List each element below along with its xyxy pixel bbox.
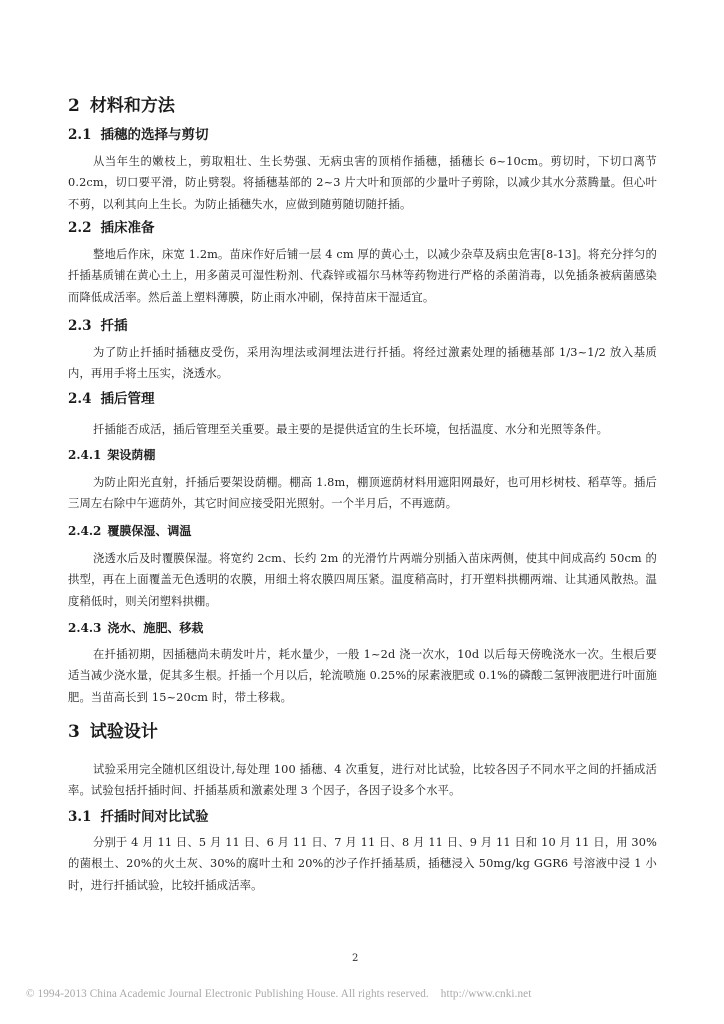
paragraph-2-4-2: 浇透水后及时覆膜保湿。将宽约 2cm、长约 2m 的光滑竹片两端分别插入苗床两侧，使其中间成高约 50cm 的拱型，再在上面覆盖无色透明的农膜，用细土将农膜四周压紧。温度稍高时，打开塑料拱棚两端、让其通风散热。温度稍低时，则关闭塑料拱棚。 — [68, 552, 657, 608]
section-heading-2-4-1: 2.4.1 架设荫棚 — [68, 448, 156, 462]
section-heading-2-3: 2.3 扦插 — [68, 318, 128, 334]
footer-url[interactable]: http://www.cnki.net — [440, 988, 532, 1000]
section-heading-2-2: 2.2 插床准备 — [68, 220, 155, 236]
section-heading-3-1: 3.1 扦插时间对比试验 — [68, 809, 209, 825]
paragraph-2-4: 扦插能否成活，插后管理至关重要。最主要的是提供适宜的生长环境，包括温度、水分和光照等条件。 — [93, 423, 609, 436]
paragraph-2-3: 为了防止扦插时插穗皮受伤，采用沟埋法或洞埋法进行扦插。将经过激素处理的插穗基部 1/3~1/2 放入基质内，再用手将土压实，浇透水。 — [68, 346, 657, 381]
section-heading-2-1: 2.1 插穗的选择与剪切 — [68, 127, 209, 143]
footer — [26, 988, 531, 1000]
footer-copyright: © 1994-2013 China Academic Journal Electronic Publishing House. All rights reserved. — [26, 988, 429, 1000]
paragraph-2-4-3: 在扦插初期，因插穗尚未萌发叶片，耗水量少，一般 1~2d 浇一次水，10d 以后每天傍晚浇水一次。生根后要适当减少浇水量，促其多生根。扦插一个月以后，轮流喷施 0.25%的尿素液肥或 0.1%的磷酸二氢钾液肥进行叶面施肥。当苗高长到 15~20cm 时，带土移栽。 — [68, 648, 657, 704]
paragraph-2-1: 从当年生的嫩枝上，剪取粗壮、生长势强、无病虫害的顶梢作插穗，插穗长 6~10cm。剪切时，下切口离节 0.2cm，切口要平滑，防止劈裂。将插穗基部的 2~3 片大叶和顶部的少量叶子剪除，以减少其水分蒸腾量。但心叶不剪，以利其向上生长。为防止插穗失水，应做到随剪随切随扦插。 — [68, 155, 657, 211]
paragraph-3-1: 分别于 4 月 11 日、5 月 11 日、6 月 11 日、7 月 11 日、8 月 11 日、9 月 11 日和 10 月 11 日，用 30%的菌根土、20%的火土灰、30%的腐叶土和 20%的沙子作扦插基质，插穗浸入 50mg/kg GGR6 号溶液中浸 1 小时，进行扦插试验，比较扦插成活率。 — [68, 836, 657, 892]
page-number: 2 — [352, 953, 359, 964]
section-heading-2-4-2: 2.4.2 覆膜保湿、调温 — [68, 524, 192, 538]
section-heading-2: 2 材料和方法 — [68, 96, 175, 116]
paragraph-2-4-1: 为防止阳光直射，扦插后要架设荫棚。棚高 1.8m，棚顶遮荫材料用遮阳网最好，也可用杉树枝、稻草等。插后三周左右除中午遮荫外，其它时间应接受阳光照射。一个半月后，不再遮荫。 — [68, 476, 657, 511]
section-heading-3: 3 试验设计 — [68, 722, 158, 742]
section-heading-2-4-3: 2.4.3 浇水、施肥、移栽 — [68, 621, 204, 635]
paragraph-2-2: 整地后作床，床宽 1.2m。苗床作好后铺一层 4 cm 厚的黄心土，以减少杂草及病虫危害[8-13]。将充分拌匀的扦插基质铺在黄心土上，用多菌灵可湿性粉剂、代森锌或福尔马林等药物进行严格的杀菌消毒，以免插条被病菌感染而降低成活率。然后盖上塑料薄膜，防止雨水冲刷，保持苗床干湿适宜。 — [68, 248, 657, 304]
section-heading-2-4: 2.4 插后管理 — [68, 391, 155, 407]
paragraph-3: 试验采用完全随机区组设计,每处理 100 插穗、4 次重复，进行对比试验，比较各因子不同水平之间的扦插成活率。试验包括扦插时间、扦插基质和激素处理 3 个因子，各因子设多个水平。 — [68, 763, 657, 798]
